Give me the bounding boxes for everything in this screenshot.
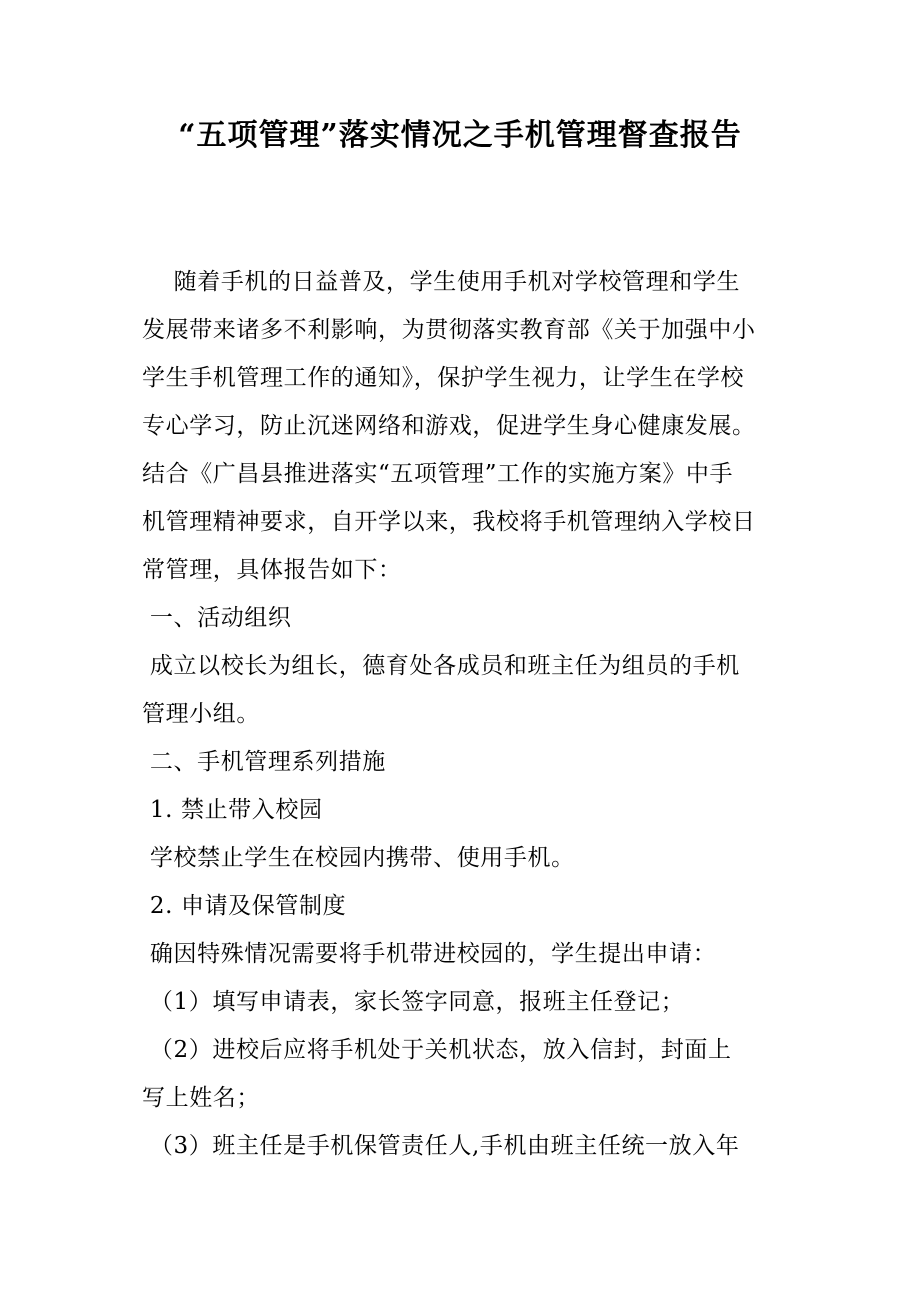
paragraph-line: 管理小组。 [142,701,260,727]
paragraph-line: 学生手机管理工作的通知》，保护学生视力，让学生在学校 [142,365,745,391]
subsection-heading: 2. 申请及保管制度 [142,893,347,919]
list-item: （2）进校后应将手机处于关机状态，放入信封，封面上 [142,1037,732,1063]
paragraph-line: 学校禁止学生在校园内携带、使用手机。 [142,845,575,871]
section-heading: 二、手机管理系列措施 [142,749,386,775]
document-body [142,258,792,1170]
section-heading: 一、活动组织 [142,605,292,631]
paragraph-line: 随着手机的日益普及，学生使用手机对学校管理和学生 [142,269,741,295]
paragraph-line: 写上姓名； [142,1085,260,1111]
list-item: （3）班主任是手机保管责任人,手机由班主任统一放入年 [142,1133,740,1159]
list-item: （1）填写申请表，家长签字同意，报班主任登记； [142,989,685,1015]
paragraph-line: 机管理精神要求，自开学以来，我校将手机管理纳入学校日 [142,509,756,535]
paragraph-line: 发展带来诸多不利影响，为贯彻落实教育部《关于加强中小 [142,317,756,343]
paragraph-line: 专心学习，防止沉迷网络和游戏，促进学生身心健康发展。 [142,413,756,439]
paragraph-line: 成立以校长为组长，德育处各成员和班主任为组员的手机 [142,653,740,679]
paragraph-line: 确因特殊情况需要将手机带进校园的，学生提出申请： [142,941,717,967]
document-title: “五项管理”落实情况之手机管理督查报告 [178,118,742,153]
paragraph-line: 常管理，具体报告如下： [142,557,402,583]
paragraph-line: 结合《广昌县推进落实“五项管理”工作的实施方案》中手 [142,461,734,487]
subsection-heading: 1. 禁止带入校园 [142,797,323,823]
